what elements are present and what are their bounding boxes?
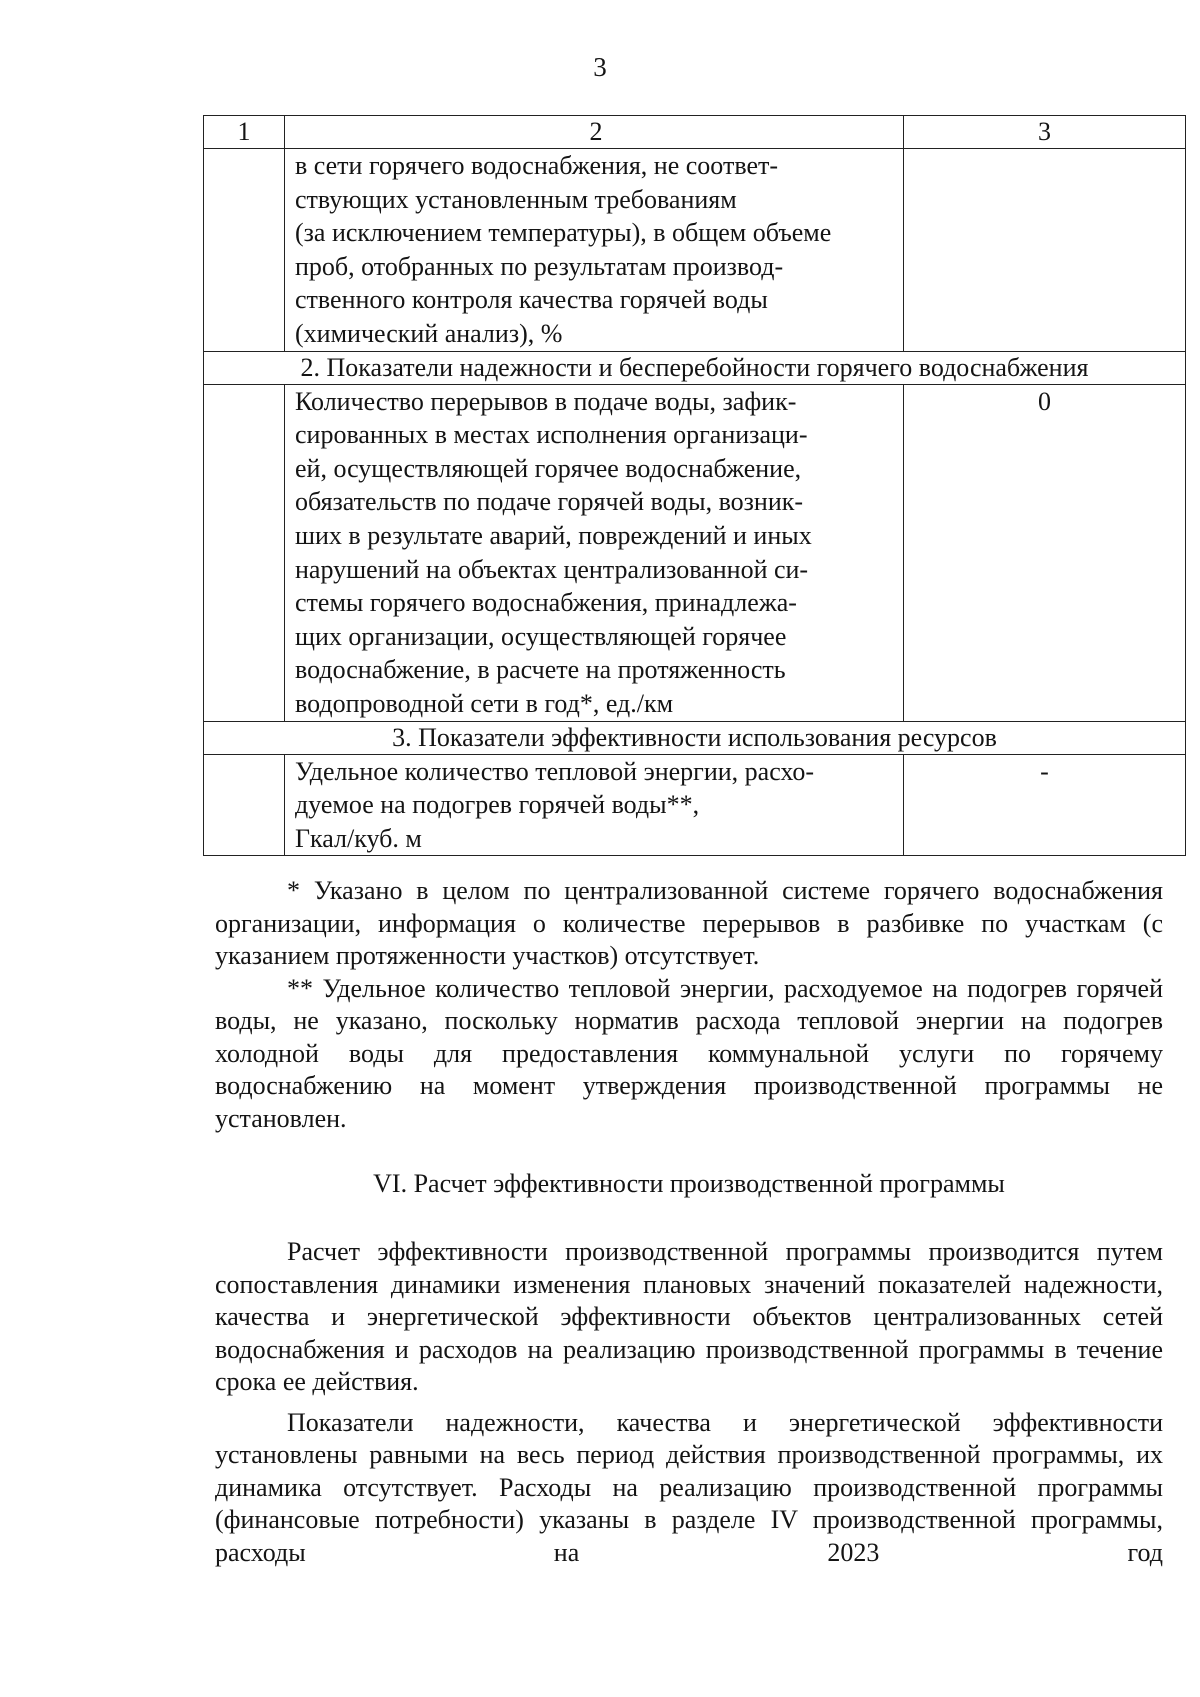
indicators-table: [203, 115, 1186, 856]
section-title: 2. Показатели надежности и бесперебойности горячего водоснабжения: [204, 351, 1186, 384]
indicator-line: проб, отобранных по результатам производ-: [295, 251, 784, 281]
section-heading: VI. Расчет эффективности производственной программы: [373, 1169, 1005, 1198]
row-number: [204, 384, 285, 721]
indicator-line: ствующих установленным требованиям: [295, 184, 737, 214]
table-row: [204, 754, 1186, 856]
indicator-line: щих организации, осуществляющей горячее: [295, 621, 787, 651]
paragraph-1: Расчет эффективности производственной программы производится путем сопоставления динамики изменения плановых значений показателей надежности, качества и энергетической эффективности объектов централизованных сетей водоснабжения и расходов на реализацию производственной программы в течение срока ее действия.: [215, 1237, 1163, 1396]
row-indicator: [285, 754, 904, 856]
row-value: [904, 149, 1186, 352]
indicator-line: Удельное количество тепловой энергии, расхо-: [295, 756, 815, 786]
row-value: 0: [904, 384, 1186, 721]
header-col-1: 1: [204, 116, 285, 149]
table-section-row: [204, 721, 1186, 754]
indicator-line: стемы горячего водоснабжения, принадлежа-: [295, 588, 797, 618]
indicator-line: дуемое на подогрев горячей воды**,: [295, 790, 700, 820]
table-row: [204, 384, 1186, 721]
footnotes: [215, 875, 1163, 1135]
row-number: [204, 754, 285, 856]
indicator-line: ших в результате аварий, повреждений и иных: [295, 520, 812, 550]
indicator-line: (химический анализ), %: [295, 318, 563, 348]
section-title: 3. Показатели эффективности использования ресурсов: [204, 721, 1186, 754]
indicator-line: (за исключением температуры), в общем объеме: [295, 218, 832, 248]
row-indicator: [285, 149, 904, 352]
indicator-line: сированных в местах исполнения организаци-: [295, 420, 808, 450]
body-text: [215, 1236, 1163, 1577]
header-col-2: 2: [285, 116, 904, 149]
header-col-3: 3: [904, 116, 1186, 149]
indicator-line: водоснабжение, в расчете на протяженность: [295, 655, 786, 685]
indicator-line: нарушений на объектах централизованной си-: [295, 554, 809, 584]
footnote-1: * Указано в целом по централизованной системе горячего водоснабжения организации, информация о количестве перерывов в разбивке по участкам (с указанием протяженности участков) отсутствует.: [215, 876, 1163, 970]
indicator-line: обязательств по подаче горячей воды, возник-: [295, 487, 804, 517]
indicator-line: водопроводной сети в год*, ед./км: [295, 688, 674, 718]
indicator-line: Количество перерывов в подаче воды, зафик-: [295, 386, 797, 416]
row-number: [204, 149, 285, 352]
table-header-row: [204, 116, 1186, 149]
paragraph-2: Показатели надежности, качества и энергетической эффективности установлены равными на весь период действия производственной программы, их динамика отсутствует. Расходы на реализацию производственной программы (финансовые потребности) указаны в разделе IV производственной программы, расходы на 2023 год: [215, 1407, 1163, 1567]
row-indicator: [285, 384, 904, 721]
indicator-line: ей, осуществляющей горячее водоснабжение,: [295, 453, 802, 483]
footnote-2: ** Удельное количество тепловой энергии, расходуемое на подогрев горячей воды, не указано, поскольку норматив расхода тепловой энергии на подогрев холодной воды для предоставления коммунальной услуги по горячему водоснабжению на момент утверждения производственной программы не установлен.: [215, 973, 1163, 1133]
row-value: -: [904, 754, 1186, 856]
indicator-line: Гкал/куб. м: [295, 823, 422, 853]
indicator-line: в сети горячего водоснабжения, не соответ-: [295, 151, 779, 180]
table-row: [204, 149, 1186, 352]
indicator-line: ственного контроля качества горячей воды: [295, 285, 768, 315]
page-number: 3: [593, 52, 607, 82]
table-section-row: [204, 351, 1186, 384]
